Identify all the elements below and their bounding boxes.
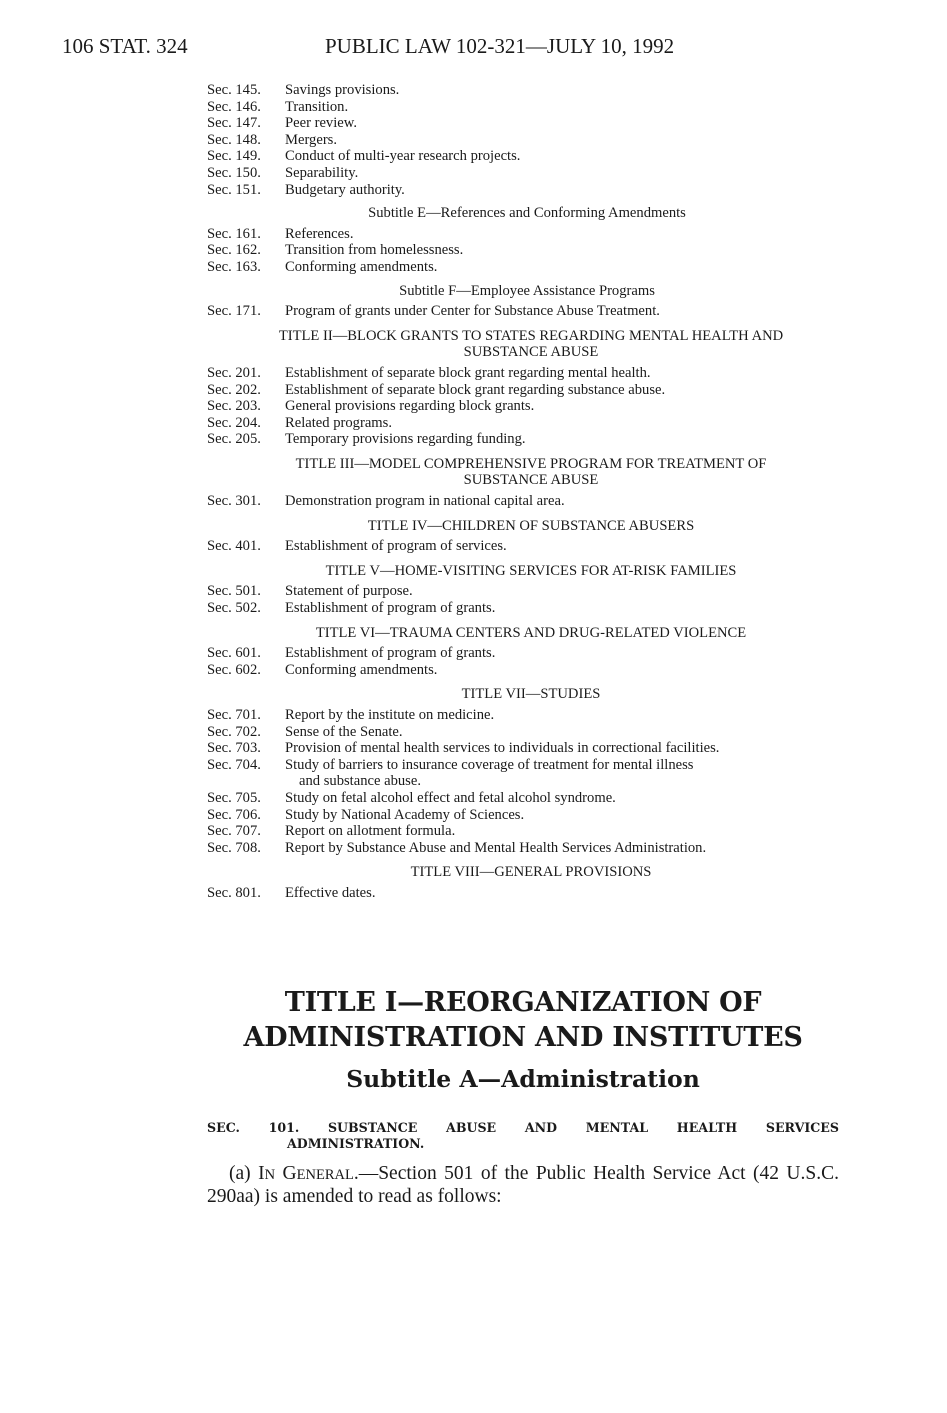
section-101-body bbox=[207, 1163, 839, 1208]
toc-entry-title: Study by National Academy of Sciences. bbox=[285, 806, 525, 823]
toc-entry-title-line1: Study of barriers to insurance coverage of treatment for mental illness bbox=[285, 756, 694, 773]
toc-entry-title bbox=[285, 757, 839, 790]
toc-entry bbox=[207, 807, 839, 824]
paragraph-label: (a) bbox=[229, 1163, 251, 1184]
toc-title-iii-heading bbox=[207, 456, 847, 489]
statute-reference: 106 STAT. 324 bbox=[62, 34, 188, 58]
toc-title-ii-heading bbox=[207, 328, 847, 361]
toc-entry-title: References. bbox=[285, 225, 354, 242]
toc-title-iv-heading: TITLE IV—CHILDREN OF SUBSTANCE ABUSERS bbox=[367, 517, 695, 534]
subtitle-a-heading: Subtitle A—Administration bbox=[346, 1065, 700, 1093]
toc-entry-number: Sec. 204. bbox=[207, 414, 261, 431]
toc-entry-number: Sec. 201. bbox=[207, 364, 261, 381]
toc-entry bbox=[207, 165, 839, 182]
toc-entry-title: Effective dates. bbox=[285, 884, 376, 901]
toc-title-v-heading: TITLE V—HOME-VISITING SERVICES FOR AT-RISK FAMILIES bbox=[325, 562, 737, 579]
toc-entry-title: Mergers. bbox=[285, 131, 338, 148]
toc-entry-number: Sec. 601. bbox=[207, 645, 261, 662]
toc-entry bbox=[207, 431, 839, 448]
toc-entry-number: Sec. 163. bbox=[207, 258, 261, 275]
toc-entry bbox=[207, 259, 839, 276]
section-number: 101. bbox=[268, 1120, 300, 1135]
toc-entry bbox=[207, 600, 839, 617]
toc-entry-title: Demonstration program in national capital area. bbox=[285, 493, 565, 510]
toc-title-viii-heading: TITLE VIII—GENERAL PROVISIONS bbox=[410, 864, 652, 881]
toc-entry bbox=[207, 840, 839, 857]
paragraph-a bbox=[207, 1163, 839, 1208]
toc-entry-number: Sec. 501. bbox=[207, 583, 261, 600]
toc-entry bbox=[207, 583, 839, 600]
title-i-heading bbox=[207, 985, 839, 1055]
toc-entry-title: Conforming amendments. bbox=[285, 661, 438, 678]
toc-group-subtitle-d bbox=[207, 82, 839, 198]
toc-title-iii-line2: SUBSTANCE ABUSE bbox=[463, 472, 599, 489]
toc-entry bbox=[207, 365, 839, 382]
toc-entry bbox=[207, 382, 839, 399]
toc-title-iii-line1: TITLE III—MODEL COMPREHENSIVE PROGRAM FOR TREATMENT OF bbox=[295, 455, 767, 472]
toc-entry-title: Provision of mental health services to individuals in correctional facilities. bbox=[285, 740, 720, 757]
toc-entry-title: General provisions regarding block grants. bbox=[285, 398, 535, 415]
heading-word: MENTAL bbox=[585, 1120, 649, 1135]
paragraph-caption: IN GENERAL.— bbox=[258, 1163, 379, 1184]
toc-entry bbox=[207, 226, 839, 243]
toc-entry-title: Establishment of separate block grant regarding substance abuse. bbox=[285, 381, 666, 398]
toc-entry-number: Sec. 707. bbox=[207, 823, 261, 840]
toc-entry-sec-704 bbox=[207, 757, 839, 790]
toc-entry-number: Sec. 706. bbox=[207, 806, 261, 823]
toc-entry-title: Related programs. bbox=[285, 414, 392, 431]
toc-group-subtitle-e bbox=[207, 226, 839, 276]
toc-entry bbox=[207, 538, 839, 555]
heading-word: HEALTH bbox=[676, 1120, 738, 1135]
toc-subtitle-f-heading: Subtitle F—Employee Assistance Programs bbox=[399, 282, 655, 299]
toc-entry-number: Sec. 150. bbox=[207, 164, 261, 181]
toc-entry-title-line2: and substance abuse. bbox=[299, 773, 421, 790]
toc-entry-number: Sec. 171. bbox=[207, 303, 261, 320]
section-101-heading-line2: ADMINISTRATION. bbox=[287, 1136, 425, 1151]
toc-entry-number: Sec. 145. bbox=[207, 82, 261, 98]
toc-entry bbox=[207, 148, 839, 165]
toc-title-vi-heading: TITLE VI—TRAUMA CENTERS AND DRUG-RELATED VIOLENCE bbox=[315, 624, 747, 641]
toc-entry-title: Establishment of separate block grant regarding mental health. bbox=[285, 364, 651, 381]
section-word: SEC. bbox=[207, 1120, 240, 1135]
toc-entry-number: Sec. 801. bbox=[207, 884, 261, 901]
toc-entry-number: Sec. 701. bbox=[207, 707, 261, 723]
toc-group-subtitle-f bbox=[207, 303, 839, 320]
title-i-line2: ADMINISTRATION AND INSTITUTES bbox=[243, 1022, 803, 1053]
toc-entry-number: Sec. 149. bbox=[207, 148, 261, 165]
heading-word: SUBSTANCE bbox=[327, 1120, 418, 1135]
toc-entry bbox=[207, 132, 839, 149]
toc-entry-number: Sec. 202. bbox=[207, 381, 261, 398]
toc-entry bbox=[207, 303, 839, 320]
section-101-heading bbox=[207, 1120, 839, 1152]
toc-entry-number: Sec. 705. bbox=[207, 789, 261, 806]
toc-entry-title: Sense of the Senate. bbox=[285, 723, 403, 740]
toc-entry-title: Program of grants under Center for Substance Abuse Treatment. bbox=[285, 303, 660, 320]
paragraph-text: Section 501 of the Public Health Service Act (42 U.S.C. 290aa) is amended to read as follows: bbox=[207, 1163, 839, 1207]
toc-entry bbox=[207, 707, 839, 724]
toc-entry-title: Report on allotment formula. bbox=[285, 823, 456, 840]
toc-entry bbox=[207, 82, 839, 99]
table-of-contents bbox=[207, 82, 839, 902]
toc-entry-title: Establishment of program of grants. bbox=[285, 645, 496, 662]
toc-entry-title: Statement of purpose. bbox=[285, 583, 413, 600]
toc-group-title-ii bbox=[207, 365, 839, 448]
toc-entry-title: Transition. bbox=[285, 98, 349, 115]
toc-entry-number: Sec. 708. bbox=[207, 839, 261, 856]
toc-entry-number: Sec. 502. bbox=[207, 600, 261, 617]
toc-entry bbox=[207, 99, 839, 116]
section-101-heading-line1 bbox=[207, 1120, 839, 1136]
heading-word: ABUSE bbox=[446, 1120, 497, 1135]
toc-entry-title: Peer review. bbox=[285, 115, 357, 132]
toc-group-title-iv bbox=[207, 538, 839, 555]
public-law-reference: PUBLIC LAW 102-321—JULY 10, 1992 bbox=[325, 34, 675, 58]
toc-subtitle-e-heading: Subtitle E—References and Conforming Amendments bbox=[368, 205, 686, 222]
toc-entry bbox=[207, 182, 839, 199]
toc-entry-number: Sec. 702. bbox=[207, 723, 261, 740]
toc-entry-number: Sec. 148. bbox=[207, 131, 261, 148]
toc-group-title-iii bbox=[207, 493, 839, 510]
toc-entry-title: Establishment of program of grants. bbox=[285, 600, 496, 617]
toc-entry bbox=[207, 645, 839, 662]
toc-entry-number: Sec. 205. bbox=[207, 431, 261, 448]
toc-entry-title: Savings provisions. bbox=[285, 82, 400, 98]
toc-group-title-v bbox=[207, 583, 839, 616]
toc-entry-title: Report by Substance Abuse and Mental Health Services Administration. bbox=[285, 839, 707, 856]
toc-group-title-vi bbox=[207, 645, 839, 678]
toc-entry-title: Temporary provisions regarding funding. bbox=[285, 431, 526, 448]
toc-entry-number: Sec. 703. bbox=[207, 740, 261, 757]
toc-entry-number: Sec. 301. bbox=[207, 493, 261, 510]
toc-entry-number: Sec. 162. bbox=[207, 242, 261, 259]
toc-title-ii-line2: SUBSTANCE ABUSE bbox=[463, 344, 599, 361]
toc-entry bbox=[207, 790, 839, 807]
toc-title-vii-heading: TITLE VII—STUDIES bbox=[461, 686, 601, 703]
toc-entry bbox=[207, 493, 839, 510]
toc-entry-title: Establishment of program of services. bbox=[285, 538, 507, 555]
toc-entry-title: Conforming amendments. bbox=[285, 258, 438, 275]
heading-word: SERVICES bbox=[765, 1120, 839, 1135]
toc-entry bbox=[207, 398, 839, 415]
heading-word: AND bbox=[524, 1120, 558, 1135]
toc-entry-number: Sec. 151. bbox=[207, 181, 261, 198]
toc-entry-number: Sec. 147. bbox=[207, 115, 261, 132]
toc-entry bbox=[207, 740, 839, 757]
title-i-line1: TITLE I—REORGANIZATION OF bbox=[284, 987, 762, 1018]
toc-group-title-viii bbox=[207, 885, 839, 902]
toc-entry bbox=[207, 115, 839, 132]
toc-entry-number: Sec. 401. bbox=[207, 538, 261, 555]
toc-entry-title: Report by the institute on medicine. bbox=[285, 707, 495, 723]
toc-entry-title: Study on fetal alcohol effect and fetal alcohol syndrome. bbox=[285, 789, 616, 806]
toc-entry-number: Sec. 146. bbox=[207, 98, 261, 115]
toc-entry bbox=[207, 885, 839, 902]
toc-entry-number: Sec. 161. bbox=[207, 225, 261, 242]
toc-entry bbox=[207, 662, 839, 679]
toc-entry bbox=[207, 724, 839, 741]
toc-entry-number: Sec. 704. bbox=[207, 756, 261, 773]
toc-title-ii-line1: TITLE II—BLOCK GRANTS TO STATES REGARDING MENTAL HEALTH AND bbox=[278, 327, 784, 344]
toc-entry-title: Conduct of multi-year research projects. bbox=[285, 148, 521, 165]
toc-entry bbox=[207, 415, 839, 432]
toc-entry bbox=[207, 823, 839, 840]
toc-entry bbox=[207, 242, 839, 259]
toc-entry-title: Budgetary authority. bbox=[285, 181, 405, 198]
toc-entry-title: Transition from homelessness. bbox=[285, 242, 464, 259]
toc-entry-number: Sec. 602. bbox=[207, 661, 261, 678]
toc-entry-title: Separability. bbox=[285, 164, 359, 181]
toc-group-title-vii-b bbox=[207, 790, 839, 856]
toc-group-title-vii-a bbox=[207, 707, 839, 757]
toc-entry-number: Sec. 203. bbox=[207, 398, 261, 415]
